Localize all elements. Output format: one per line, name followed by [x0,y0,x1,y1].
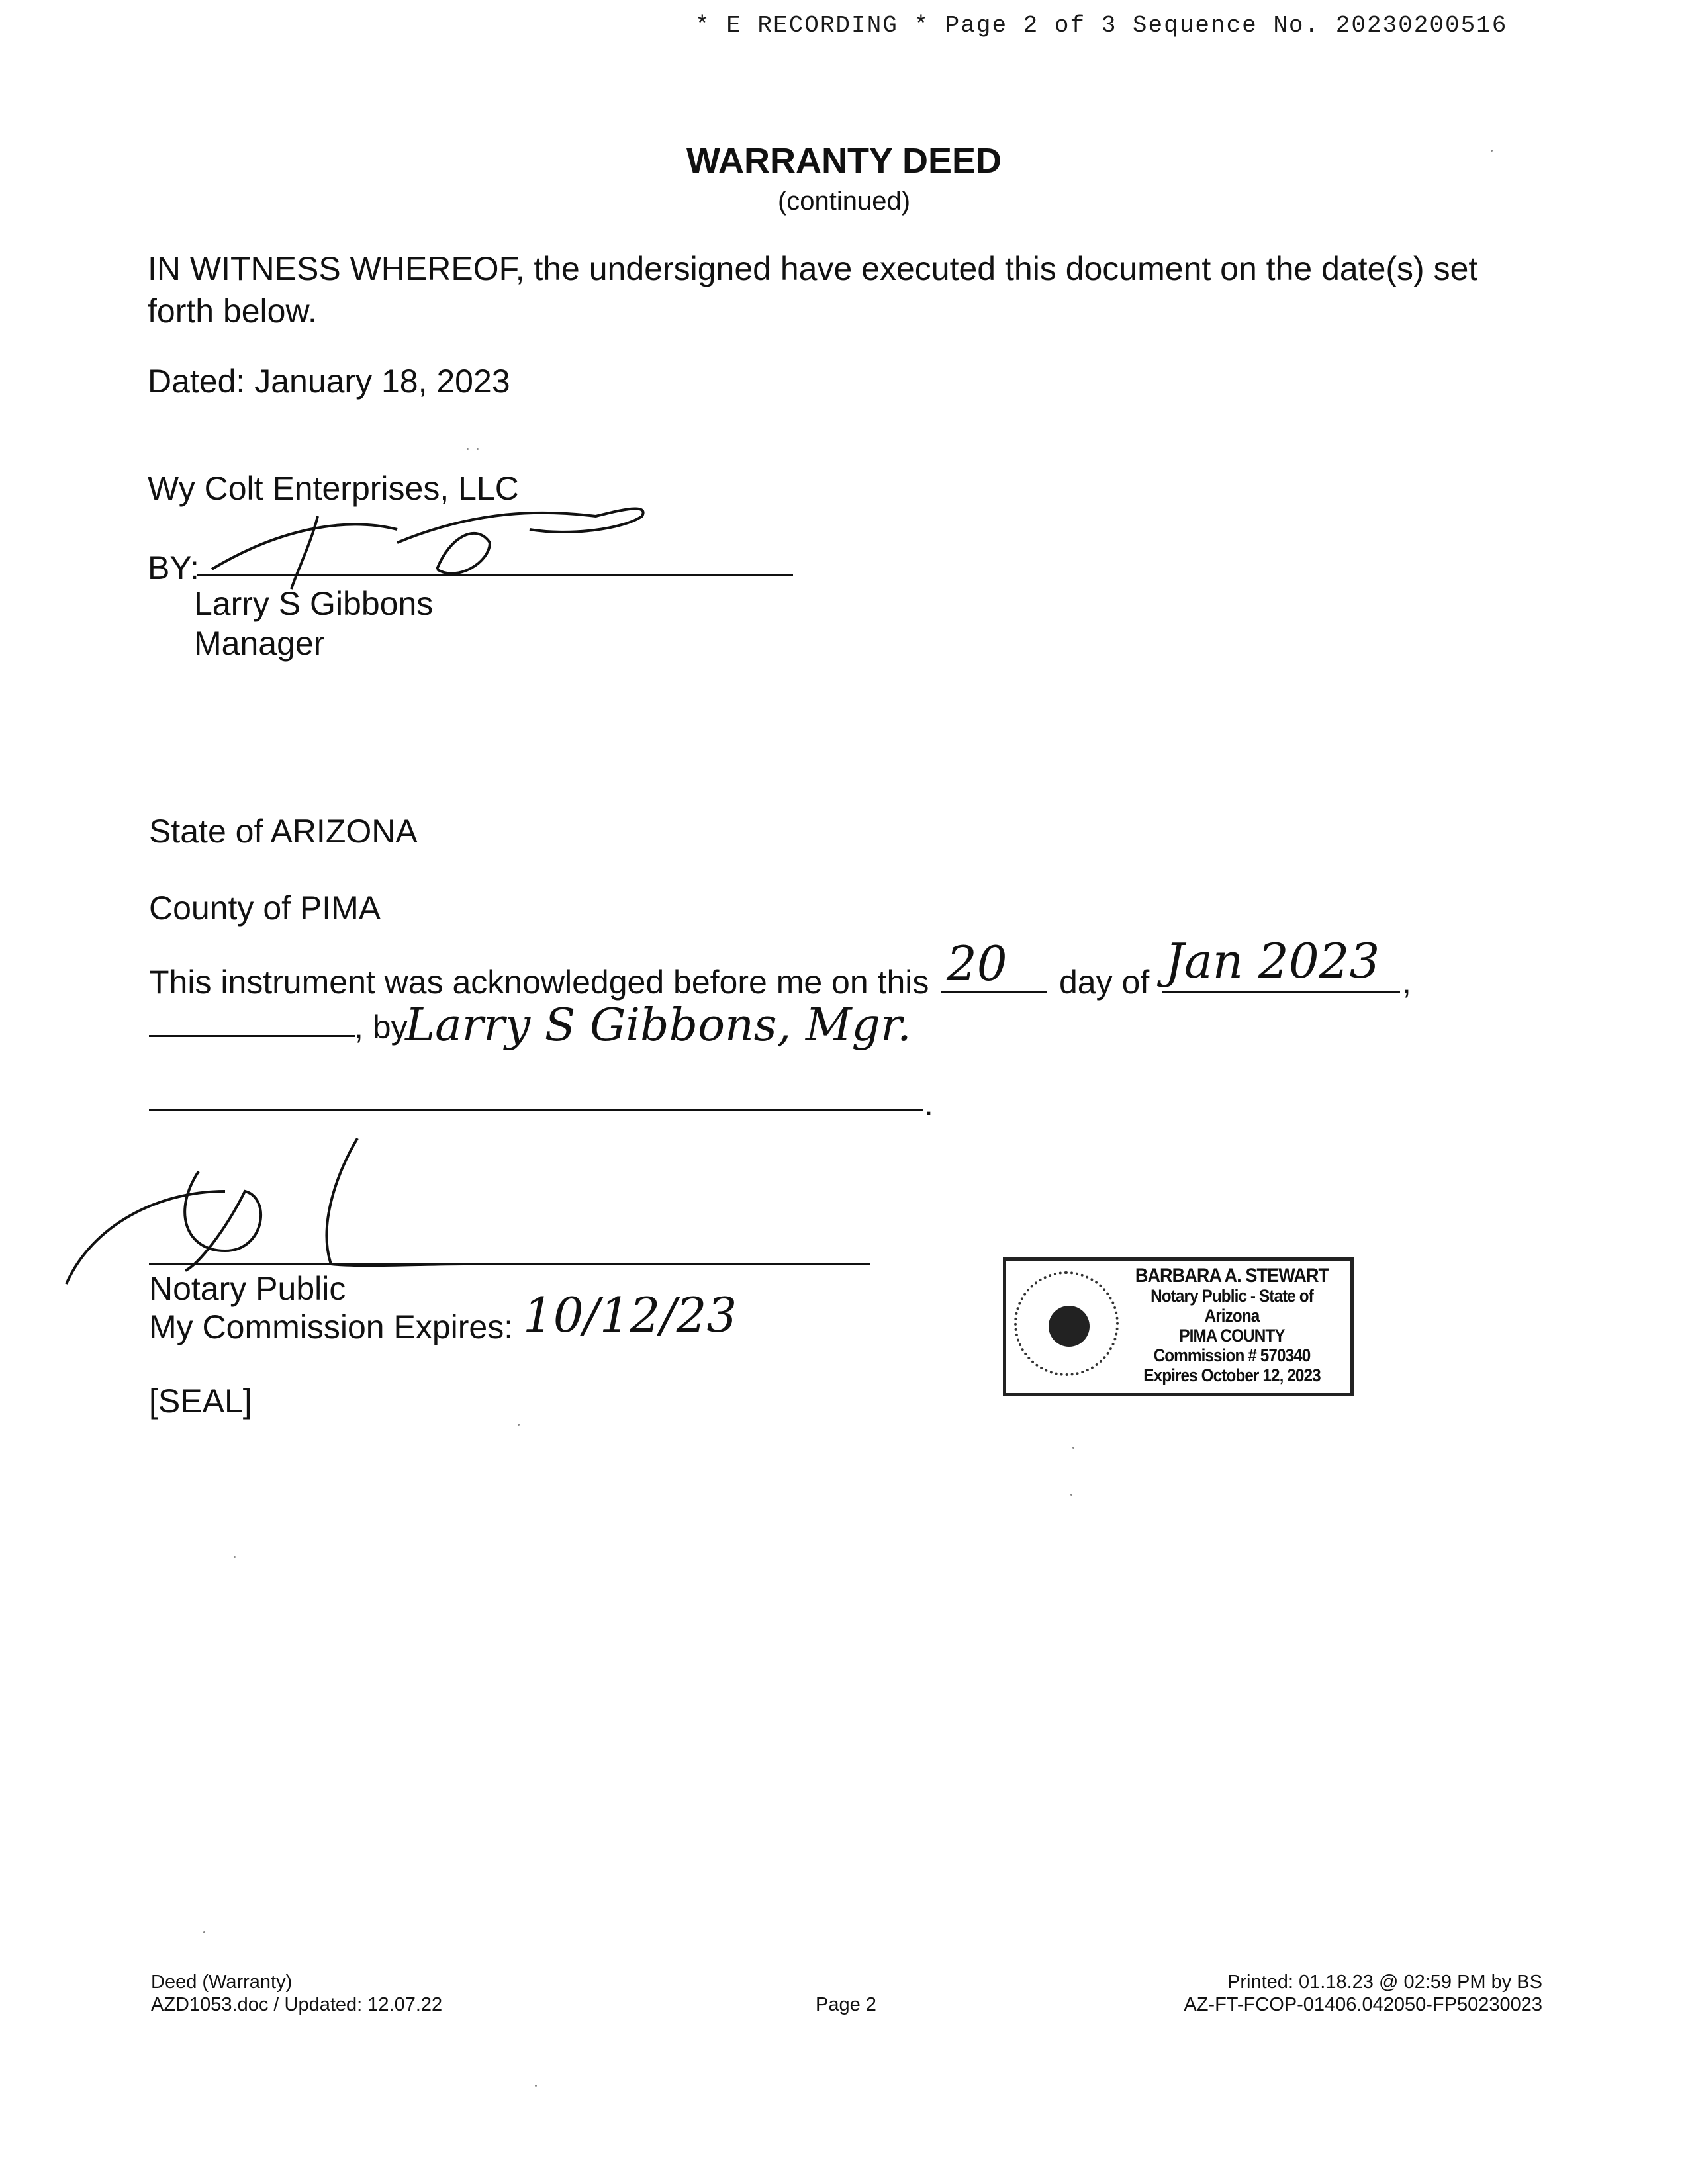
signer-role: Manager [194,625,325,662]
footer-doc-type: Deed (Warranty) [151,1972,293,1993]
notary-signature [53,1132,483,1284]
notary-signature-line [149,1263,870,1265]
notary-public-label: Notary Public [149,1270,346,1307]
recording-header: * E RECORDING * Page 2 of 3 Sequence No. 20230200516 [695,12,1508,39]
witness-line-2: forth below. [148,293,317,330]
commission-expires-label: My Commission Expires: [149,1308,514,1345]
footer-printed: Printed: 01.18.23 @ 02:59 PM by BS [1227,1972,1542,1993]
dated-line: Dated: January 18, 2023 [148,363,510,400]
handwritten-day: 20 [947,936,1008,991]
stamp-commission: Commission # 570340 [1153,1345,1311,1365]
ack-comma: , [1402,964,1411,1001]
seal-label: [SEAL] [149,1383,252,1420]
stamp-notary-name: BARBARA A. STEWART [1135,1265,1329,1287]
day-blank [941,991,1047,993]
handwritten-month-year: Jan 2023 [1165,933,1380,989]
stamp-county: PIMA COUNTY [1179,1326,1285,1345]
day-of-label: day of [1059,964,1150,1001]
notary-stamp [1003,1257,1354,1396]
footer-file-number: AZ-FT-FCOP-01406.042050-FP50230023 [1184,1994,1542,2015]
county-line: County of PIMA [149,889,381,927]
month-year-blank [1162,991,1400,993]
ack-by-label: , by [354,1009,408,1046]
company-name: Wy Colt Enterprises, LLC [148,470,519,507]
manager-signature [199,490,662,596]
footer-page-number: Page 2 [816,1994,876,2015]
stamp-expires: Expires October 12, 2023 [1143,1365,1321,1385]
state-line: State of ARIZONA [149,813,418,850]
signer-name: Larry S Gibbons [194,585,434,622]
handwritten-expiry: 10/12/23 [523,1287,737,1343]
ack-period: . [924,1085,933,1122]
ack-sentence: This instrument was acknowledged before me on this [149,964,929,1001]
state-seal-icon [1014,1271,1119,1376]
by-label: BY: [148,549,199,586]
witness-line-1: IN WITNESS WHEREOF, the undersigned have executed this document on the date(s) set [148,250,1478,287]
full-blank-line [149,1109,923,1111]
footer-doc-updated: AZD1053.doc / Updated: 12.07.22 [151,1994,443,2015]
by-blank-left [149,1035,355,1037]
handwritten-by: Larry S Gibbons, Mgr. [405,999,912,1052]
stamp-notary-state: Notary Public - State of Arizona [1150,1286,1313,1326]
document-subtitle: (continued) [777,187,911,216]
document-title: WARRANTY DEED [686,141,1002,181]
